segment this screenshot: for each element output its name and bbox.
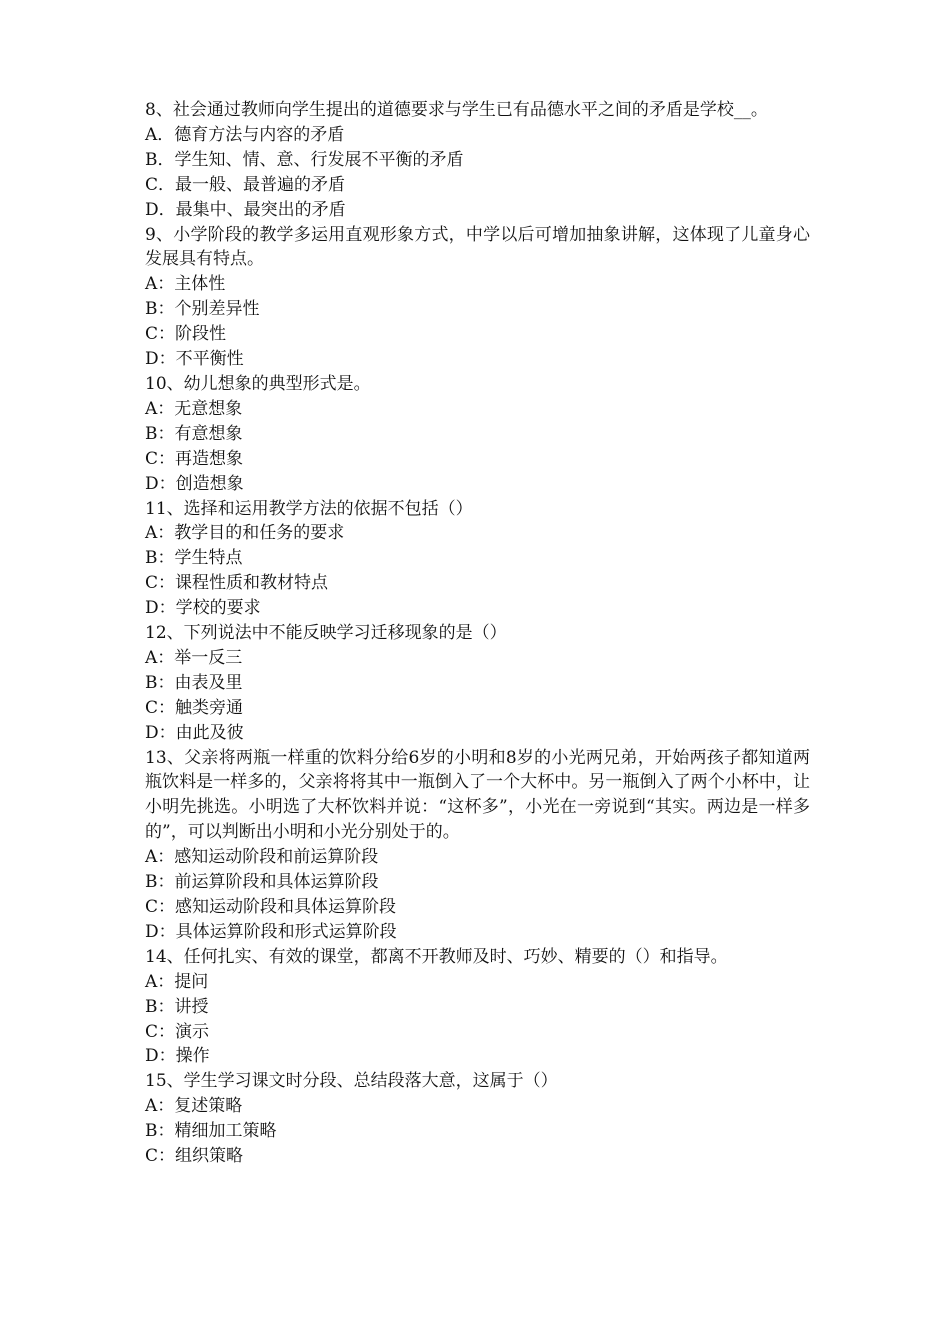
question-stem: 8、社会通过教师向学生提出的道德要求与学生已有品德水平之间的矛盾是学校__。 [145, 100, 768, 120]
question-stem: 11、选择和运用教学方法的依据不包括（） [145, 498, 473, 519]
question-8 [145, 98, 810, 223]
question-stem: 10、幼儿想象的典型形式是。 [145, 373, 371, 394]
option-c: C：课程性质和教材特点 [145, 573, 329, 594]
option-b: B：个别差异性 [145, 299, 260, 320]
option-a: A：主体性 [145, 274, 226, 295]
option-a: A：教学目的和任务的要求 [145, 523, 345, 544]
option-a: A：感知运动阶段和前运算阶段 [145, 847, 379, 868]
option-d: D：学校的要求 [145, 598, 261, 619]
question-stem: 12、下列说法中不能反映学习迁移现象的是（） [145, 623, 507, 644]
option-b: B：讲授 [145, 996, 209, 1017]
option-d: D：不平衡性 [145, 349, 244, 370]
question-11 [145, 497, 810, 622]
question-14 [145, 945, 810, 1070]
option-c: C：再造想象 [145, 448, 244, 469]
question-10 [145, 372, 810, 497]
option-c: C：阶段性 [145, 324, 227, 345]
question-12 [145, 621, 810, 746]
option-a: A：提问 [145, 971, 209, 992]
document-page [145, 98, 810, 1169]
option-d: D：具体运算阶段和形式运算阶段 [145, 921, 397, 942]
option-a: A：复述策略 [145, 1096, 243, 1117]
question-15 [145, 1069, 810, 1169]
option-d: D：由此及彼 [145, 722, 244, 743]
option-b: B．学生知、情、意、行发展不平衡的矛盾 [145, 149, 464, 170]
option-b: B：有意想象 [145, 423, 243, 444]
option-a: A：举一反三 [145, 647, 243, 668]
option-c: C：感知运动阶段和具体运算阶段 [145, 897, 397, 917]
option-d: D：创造想象 [145, 473, 244, 494]
option-c: C：组织策略 [145, 1146, 244, 1167]
option-b: B：精细加工策略 [145, 1121, 277, 1142]
option-b: B：前运算阶段和具体运算阶段 [145, 872, 379, 893]
option-c: C：演示 [145, 1021, 210, 1042]
option-b: B：学生特点 [145, 548, 243, 569]
option-c: C：触类旁通 [145, 697, 244, 718]
option-b: B：由表及里 [145, 672, 243, 693]
question-stem: 14、任何扎实、有效的课堂，都离不开教师及时、巧妙、精要的（）和指导。 [145, 946, 728, 967]
question-stem: 9、小学阶段的教学多运用直观形象方式，中学以后可增加抽象讲解，这体现了儿童身心发展具有特点。 [145, 224, 810, 270]
question-stem: 15、学生学习课文时分段、总结段落大意，这属于（） [145, 1071, 558, 1092]
option-d: D．最集中、最突出的矛盾 [145, 199, 346, 220]
question-13 [145, 746, 810, 945]
option-d: D：操作 [145, 1046, 210, 1067]
question-9 [145, 223, 810, 372]
question-stem: 13、父亲将两瓶一样重的饮料分给6岁的小明和8岁的小光两兄弟，开始两孩子都知道两瓶饮料是一样多的，父亲将将其中一瓶倒入了一个大杯中。另一瓶倒入了两个小杯中，让小明先挑选。小明选了大杯饮料并说：“这杯多”，小光在一旁说到“其实。两边是一样多的”，可以判断出小明和小光分别处于的。 [145, 747, 810, 843]
option-a: A．德育方法与内容的矛盾 [145, 124, 345, 145]
option-c: C．最一般、最普遍的矛盾 [145, 174, 346, 195]
option-a: A：无意想象 [145, 398, 243, 419]
